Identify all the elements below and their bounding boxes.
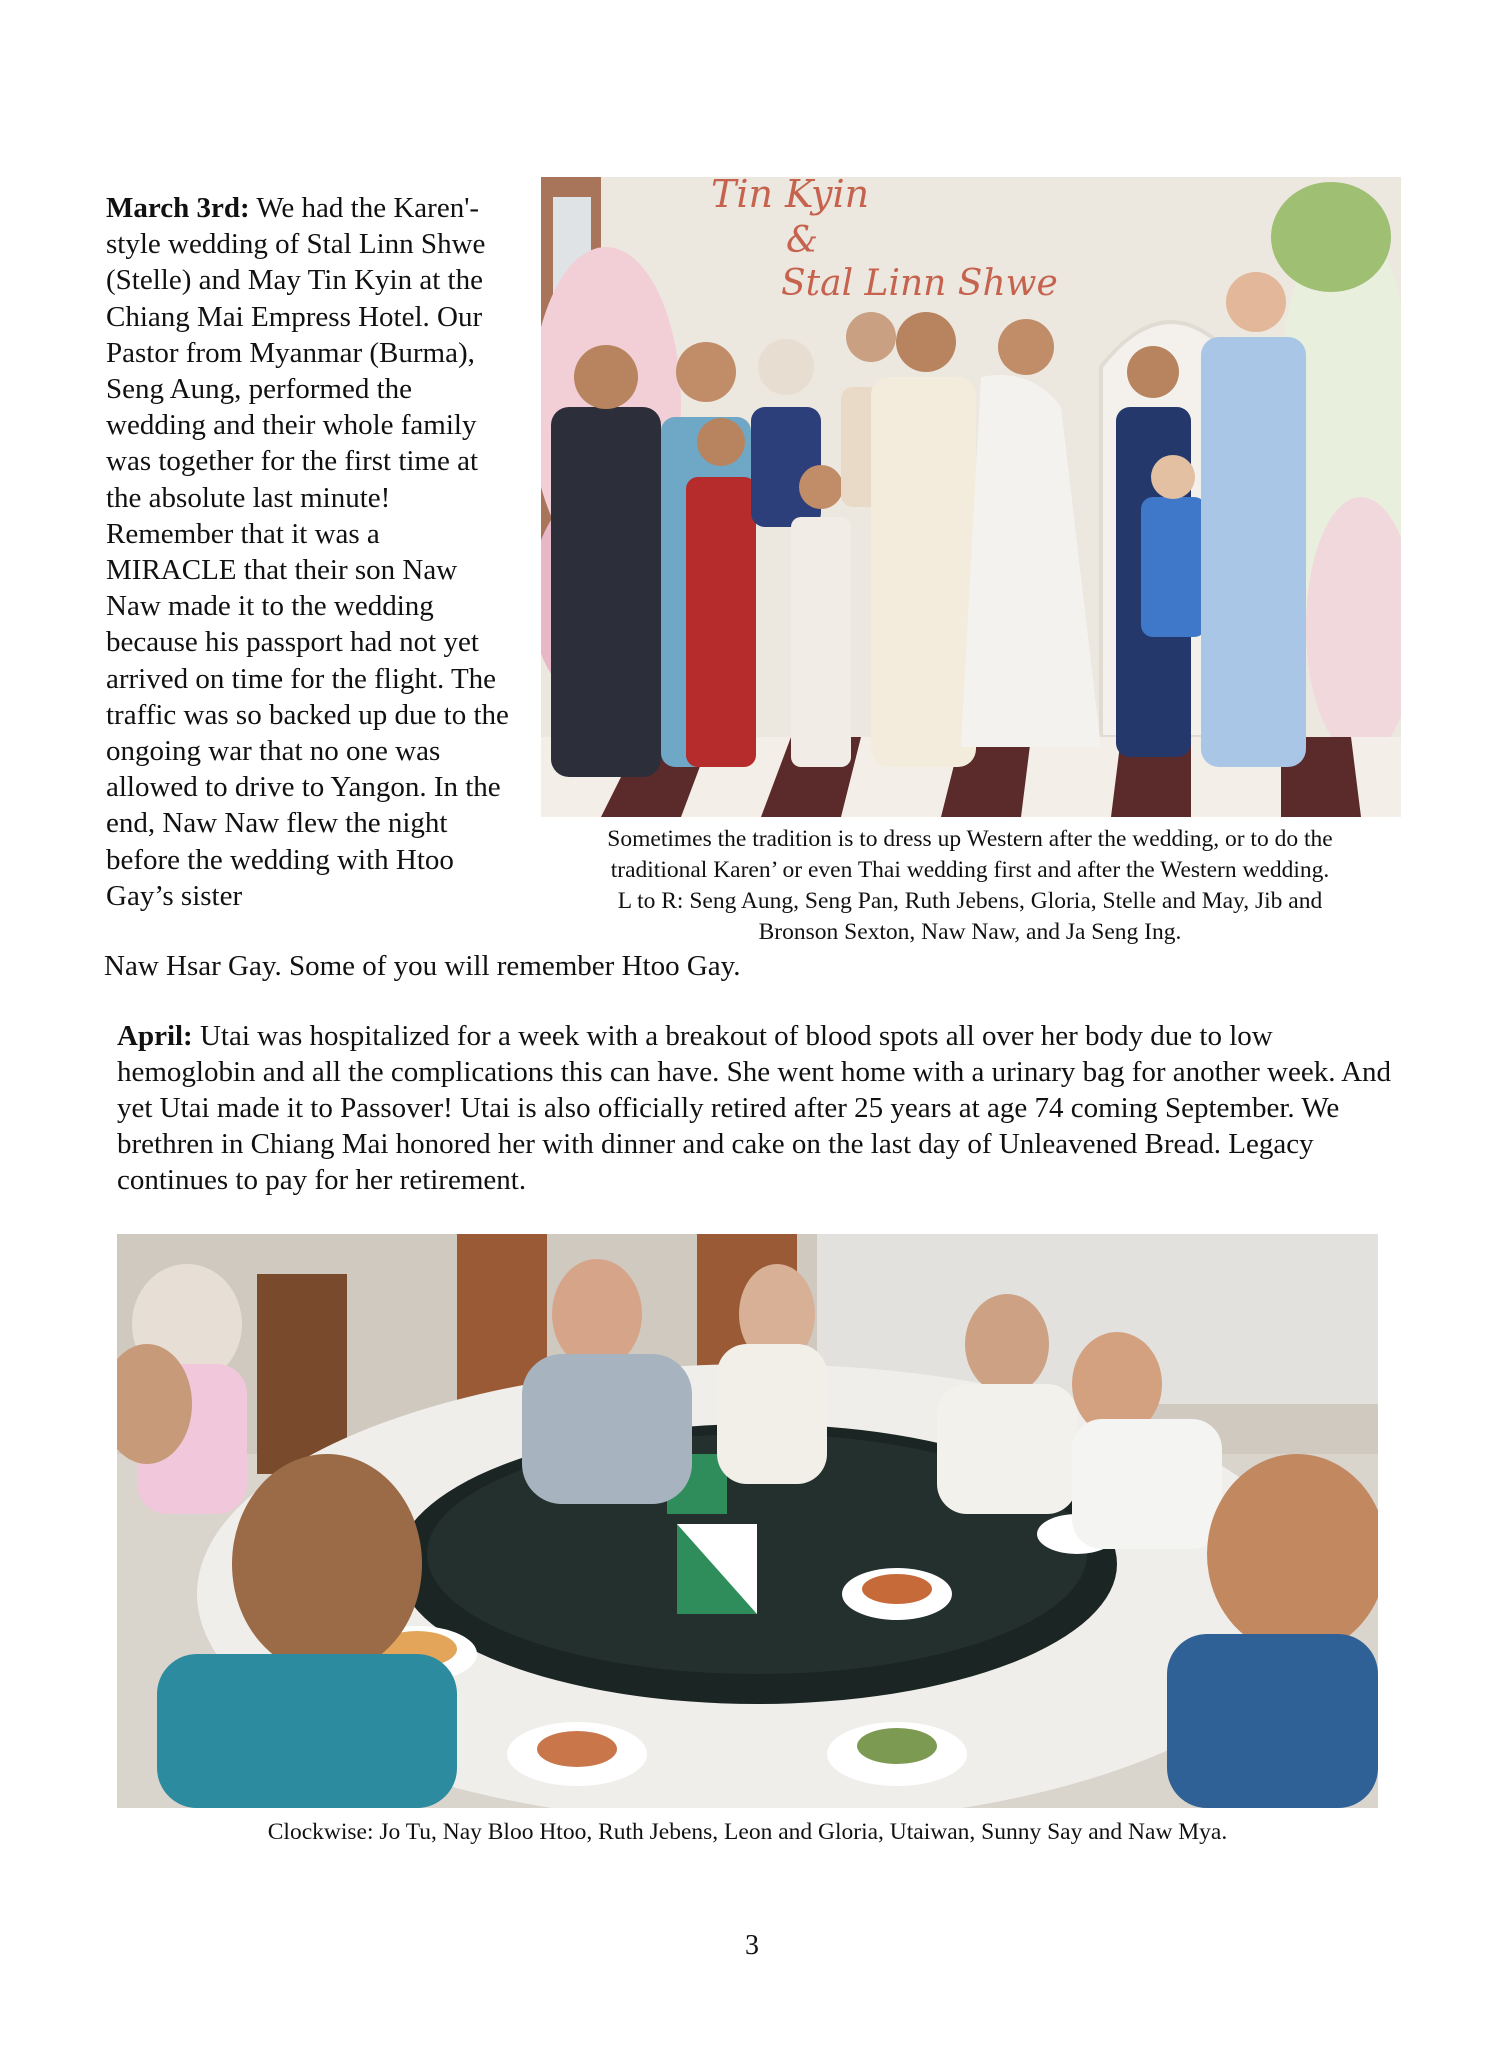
wedding-caption-line1: Sometimes the tradition is to dress up Western after the wedding, or to do the (607, 826, 1333, 852)
dinner-photo (117, 1234, 1378, 1808)
march-paragraph-tail: Naw Hsar Gay. Some of you will remember Htoo Gay. (104, 950, 741, 982)
april-label: April: (117, 1020, 193, 1052)
wedding-caption (530, 824, 1410, 948)
dinner-caption: Clockwise: Jo Tu, Nay Bloo Htoo, Ruth Jebens, Leon and Gloria, Utaiwan, Sunny Say and Naw Mya. (267, 1819, 1228, 1845)
march-paragraph (106, 190, 516, 914)
wedding-caption-line4: Bronson Sexton, Naw Naw, and Ja Seng Ing. (758, 919, 1182, 945)
wedding-caption-line3: L to R: Seng Aung, Seng Pan, Ruth Jebens, Gloria, Stelle and May, Jib and (617, 888, 1323, 914)
wedding-sign-line2: Stal Linn Shwe (781, 263, 1058, 304)
wedding-caption-line2: traditional Karen’ or even Thai wedding first and after the Western wedding. (610, 857, 1330, 883)
april-paragraph (117, 1018, 1417, 1198)
wedding-sign-line1: Tin Kyin (711, 177, 870, 216)
march-label: March 3rd: (106, 192, 250, 224)
page-number: 3 (745, 1930, 759, 1961)
march-body: We had the Karen'-style wedding of Stal Linn Shwe (Stelle) and May Tin Kyin at the Chiang Mai Empress Hotel. Our Pastor from Myanmar (Burma), Seng Aung, performed the wedding and their whole family was together for the first time at the absolute last minute! Remember that it was a MIRACLE that their son Naw Naw made it to the wedding because his passport had not yet arrived on time for the flight. The traffic was so backed up due to the ongoing war that no one was allowed to drive to Yangon. In the end, Naw Naw flew the night before the wedding with Htoo Gay’s sister (106, 192, 509, 912)
april-body: Utai was hospitalized for a week with a breakout of blood spots all over her body due to low hemoglobin and all the complications this can have. She went home with a urinary bag for another week. And yet Utai made it to Passover! Utai is also officially retired after 25 years at age 74 coming September. We brethren in Chiang Mai honored her with dinner and cake on the last day of Unleavened Bread. Legacy continues to pay for her retirement. (117, 1020, 1392, 1196)
wedding-sign-amp: & (786, 220, 819, 261)
wedding-photo (541, 177, 1401, 817)
